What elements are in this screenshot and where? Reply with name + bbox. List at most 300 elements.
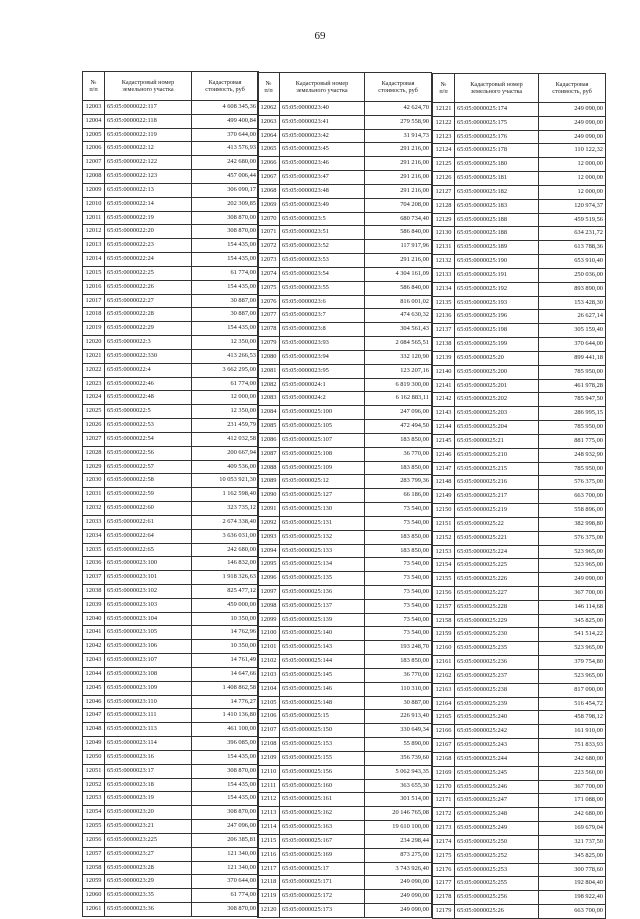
- table-row: [258, 212, 432, 226]
- row-number: 12100: [258, 627, 280, 641]
- cadastral-number: 65:05:0000025:235: [455, 642, 539, 656]
- table-row: [83, 336, 259, 350]
- cadastral-value: 499 400,84: [192, 114, 259, 128]
- table-row: [258, 738, 432, 752]
- cadastral-value: 881 775,00: [539, 434, 606, 448]
- cadastral-value: 5 062 943,35: [365, 765, 432, 779]
- row-number: 12007: [83, 156, 105, 170]
- cadastral-value: 304 561,43: [365, 323, 432, 337]
- cadastral-value: 26 627,14: [539, 310, 606, 324]
- cadastral-value: 242 680,00: [192, 543, 259, 557]
- table-row: [433, 282, 606, 296]
- cadastral-number: 65:05:0000023:102: [105, 584, 192, 598]
- cadastral-value: 14 776,27: [192, 695, 259, 709]
- table-row: [433, 642, 606, 656]
- row-number: 12058: [83, 861, 105, 875]
- cadastral-number: 65:05:0000025:246: [455, 780, 539, 794]
- row-number: 12132: [433, 255, 455, 269]
- cadastral-number: 65:05:0000025:247: [455, 794, 539, 808]
- table-row: [83, 847, 259, 861]
- row-number: 12159: [433, 628, 455, 642]
- table-row: [433, 586, 606, 600]
- table-row: [83, 557, 259, 571]
- table-row: [83, 349, 259, 363]
- row-number: 12101: [258, 641, 280, 655]
- cadastral-number: 65:05:0000025:226: [455, 573, 539, 587]
- row-number: 12127: [433, 185, 455, 199]
- cadastral-number: 65:05:0000023:53: [280, 254, 365, 268]
- cadastral-number: 65:05:0000025:143: [280, 641, 365, 655]
- table-row: [258, 157, 432, 171]
- row-number: 12174: [433, 835, 455, 849]
- table-row: [83, 239, 259, 253]
- table-row: [258, 558, 432, 572]
- cadastral-number: 65:05:0000022:60: [105, 502, 192, 516]
- cadastral-number: 65:05:0000023:111: [105, 709, 192, 723]
- table-row: [258, 475, 432, 489]
- table-row: [433, 504, 606, 518]
- table-row: [258, 295, 432, 309]
- row-number: 12055: [83, 820, 105, 834]
- cadastral-number: 65:05:0000025:146: [280, 682, 365, 696]
- table-row: [83, 114, 259, 128]
- cadastral-value: 873 275,00: [365, 848, 432, 862]
- table-row: [433, 808, 606, 822]
- cadastral-number: 65:05:0000025:150: [280, 724, 365, 738]
- cadastral-value: 523 965,00: [539, 669, 606, 683]
- cadastral-value: 1 162 598,40: [192, 488, 259, 502]
- row-number: 12088: [258, 461, 280, 475]
- cadastral-value: 249 090,00: [365, 890, 432, 904]
- cadastral-number: 65:05:0000025:173: [280, 904, 365, 918]
- cadastral-number: 65:05:0000025:189: [455, 241, 539, 255]
- cadastral-value: 248 932,90: [539, 448, 606, 462]
- row-number: 12069: [258, 198, 280, 212]
- cadastral-number: 65:05:0000025:243: [455, 739, 539, 753]
- cadastral-value: 345 825,00: [539, 614, 606, 628]
- cadastral-value: 183 850,00: [365, 655, 432, 669]
- row-number: 12168: [433, 752, 455, 766]
- cadastral-number: 65:05:0000022:23: [105, 239, 192, 253]
- cadastral-number: 65:05:0000023:29: [105, 875, 192, 889]
- cadastral-number: 65:05:0000022:57: [105, 460, 192, 474]
- cadastral-number: 65:05:0000025:175: [455, 116, 539, 130]
- row-number: 12078: [258, 323, 280, 337]
- table-row: [258, 115, 432, 129]
- row-number: 12061: [83, 903, 105, 917]
- table-row: [258, 655, 432, 669]
- cadastral-number: 65:05:0000025:237: [455, 669, 539, 683]
- table-row: [433, 683, 606, 697]
- row-number: 12094: [258, 544, 280, 558]
- cadastral-value: 12 000,00: [192, 391, 259, 405]
- row-number: 12171: [433, 794, 455, 808]
- row-number: 12150: [433, 504, 455, 518]
- cadastral-value: 332 120,90: [365, 350, 432, 364]
- row-number: 12076: [258, 295, 280, 309]
- row-number: 12107: [258, 724, 280, 738]
- cadastral-number: 65:05:0000022:61: [105, 515, 192, 529]
- cadastral-value: 457 006,44: [192, 170, 259, 184]
- table-row: [433, 656, 606, 670]
- table-row: [433, 296, 606, 310]
- cadastral-value: 576 375,00: [539, 476, 606, 490]
- cadastral-number: 65:05:0000022:26: [105, 280, 192, 294]
- table-row: [83, 101, 259, 115]
- table-row: [83, 861, 259, 875]
- row-number: 12037: [83, 571, 105, 585]
- row-number: 12060: [83, 889, 105, 903]
- table-row: [433, 794, 606, 808]
- row-number: 12137: [433, 324, 455, 338]
- cadastral-number: 65:05:0000025:181: [455, 172, 539, 186]
- cadastral-value: 613 788,36: [539, 241, 606, 255]
- row-number: 12113: [258, 807, 280, 821]
- header-num: № п/п: [433, 74, 455, 103]
- cadastral-number: 65:05:0000023:93: [280, 337, 365, 351]
- cadastral-number: 65:05:0000022:48: [105, 391, 192, 405]
- row-number: 12116: [258, 848, 280, 862]
- table-row: [258, 503, 432, 517]
- cadastral-value: 523 965,00: [539, 545, 606, 559]
- table-row: [258, 807, 432, 821]
- table-row: [433, 559, 606, 573]
- table-row: [433, 448, 606, 462]
- cadastral-value: 247 096,00: [365, 406, 432, 420]
- table-row: [433, 849, 606, 863]
- table-row: [433, 531, 606, 545]
- row-number: 12148: [433, 476, 455, 490]
- row-number: 12151: [433, 517, 455, 531]
- table-row: [258, 585, 432, 599]
- table-row: [83, 142, 259, 156]
- cadastral-value: 202 309,85: [192, 197, 259, 211]
- cadastral-value: 193 248,70: [365, 641, 432, 655]
- cadastral-value: 154 435,00: [192, 778, 259, 792]
- table-row: [258, 848, 432, 862]
- cadastral-number: 65:05:0000025:22: [455, 517, 539, 531]
- cadastral-number: 65:05:0000025:248: [455, 808, 539, 822]
- table-row: [433, 614, 606, 628]
- row-number: 12149: [433, 490, 455, 504]
- table-row: [83, 170, 259, 184]
- cadastral-value: 121 340,00: [192, 861, 259, 875]
- cadastral-value: 396 085,00: [192, 737, 259, 751]
- table-row: [83, 889, 259, 903]
- cadastral-number: 65:05:0000022:20: [105, 225, 192, 239]
- table-row: [83, 197, 259, 211]
- table-row: [433, 241, 606, 255]
- table-row: [83, 363, 259, 377]
- row-number: 12034: [83, 529, 105, 543]
- cadastral-value: 154 435,00: [192, 280, 259, 294]
- row-number: 12036: [83, 557, 105, 571]
- cadastral-number: 65:05:0000023:110: [105, 695, 192, 709]
- table-row: [83, 695, 259, 709]
- row-number: 12024: [83, 391, 105, 405]
- row-number: 12129: [433, 213, 455, 227]
- row-number: 12084: [258, 406, 280, 420]
- table-row: [258, 461, 432, 475]
- cadastral-value: 154 435,00: [192, 253, 259, 267]
- table-row: [433, 268, 606, 282]
- table-row: [433, 172, 606, 186]
- row-number: 12133: [433, 268, 455, 282]
- cadastral-number: 65:05:0000023:225: [105, 833, 192, 847]
- cadastral-value: 73 540,00: [365, 627, 432, 641]
- table-row: [433, 669, 606, 683]
- cadastral-number: 65:05:0000025:201: [455, 379, 539, 393]
- cadastral-number: 65:05:0000025:161: [280, 793, 365, 807]
- cadastral-value: 663 700,00: [539, 490, 606, 504]
- cadastral-value: 153 428,30: [539, 296, 606, 310]
- table-row: [433, 822, 606, 836]
- table-row: [83, 667, 259, 681]
- cadastral-number: 65:05:0000023:28: [105, 861, 192, 875]
- row-number: 12082: [258, 378, 280, 392]
- cadastral-number: 65:05:0000023:18: [105, 778, 192, 792]
- cadastral-value: 413 576,93: [192, 142, 259, 156]
- row-number: 12142: [433, 393, 455, 407]
- cadastral-value: 42 624,70: [365, 102, 432, 116]
- cadastral-value: 459 519,56: [539, 213, 606, 227]
- row-number: 12120: [258, 904, 280, 918]
- table-row: [83, 128, 259, 142]
- cadastral-value: 36 770,00: [365, 668, 432, 682]
- cadastral-number: 65:05:0000025:215: [455, 462, 539, 476]
- cadastral-number: 65:05:0000025:244: [455, 752, 539, 766]
- row-number: 12087: [258, 447, 280, 461]
- cadastral-value: 121 340,00: [192, 847, 259, 861]
- cadastral-number: 65:05:0000022:12: [105, 142, 192, 156]
- cadastral-number: 65:05:0000025:134: [280, 558, 365, 572]
- cadastral-value: 12 350,00: [192, 405, 259, 419]
- table-row: [433, 185, 606, 199]
- cadastral-number: 65:05:0000025:188: [455, 213, 539, 227]
- row-number: 12160: [433, 642, 455, 656]
- cadastral-number: 65:05:0000022:25: [105, 266, 192, 280]
- cadastral-value: 541 514,22: [539, 628, 606, 642]
- cadastral-value: 12 350,00: [192, 336, 259, 350]
- row-number: 12059: [83, 875, 105, 889]
- cadastral-number: 65:05:0000023:27: [105, 847, 192, 861]
- cadastral-value: 234 298,44: [365, 834, 432, 848]
- table-row: [433, 227, 606, 241]
- cadastral-value: 474 630,32: [365, 309, 432, 323]
- table-row: [83, 225, 259, 239]
- row-number: 12096: [258, 572, 280, 586]
- cadastral-value: 413 266,53: [192, 349, 259, 363]
- cadastral-value: 704 208,00: [365, 198, 432, 212]
- cadastral-number: 65:05:0000025:191: [455, 268, 539, 282]
- cadastral-value: 183 850,00: [365, 544, 432, 558]
- cadastral-value: 242 680,00: [192, 156, 259, 170]
- row-number: 12035: [83, 543, 105, 557]
- table-row: [258, 696, 432, 710]
- cadastral-number: 65:05:0000022:119: [105, 128, 192, 142]
- cadastral-value: 6 819 300,00: [365, 378, 432, 392]
- cadastral-value: 73 540,00: [365, 572, 432, 586]
- cadastral-number: 65:05:0000022:122: [105, 156, 192, 170]
- cadastral-number: 65:05:0000025:20: [455, 351, 539, 365]
- row-number: 12038: [83, 584, 105, 598]
- table-row: [433, 752, 606, 766]
- cadastral-number: 65:05:0000023:45: [280, 143, 365, 157]
- table-row: [83, 543, 259, 557]
- cadastral-number: 65:05:0000025:240: [455, 711, 539, 725]
- row-number: 12123: [433, 130, 455, 144]
- table-row: [433, 144, 606, 158]
- cadastral-value: 249 090,00: [365, 904, 432, 918]
- table-row: [258, 337, 432, 351]
- cadastral-value: 4 304 161,09: [365, 267, 432, 281]
- table-row: [258, 392, 432, 406]
- cadastral-table-1: [82, 71, 259, 917]
- cadastral-number: 65:05:0000025:127: [280, 489, 365, 503]
- table-row: [433, 780, 606, 794]
- row-number: 12018: [83, 308, 105, 322]
- table-row: [433, 545, 606, 559]
- table-row: [258, 779, 432, 793]
- cadastral-number: 65:05:0000025:229: [455, 614, 539, 628]
- cadastral-value: 785 950,00: [539, 365, 606, 379]
- row-number: 12153: [433, 545, 455, 559]
- header-value: Кадастровая стоимость, руб: [539, 74, 606, 103]
- table-row: [83, 681, 259, 695]
- table-row: [258, 184, 432, 198]
- row-number: 12031: [83, 488, 105, 502]
- row-number: 12161: [433, 656, 455, 670]
- cadastral-number: 65:05:0000025:109: [280, 461, 365, 475]
- cadastral-number: 65:05:0000025:169: [280, 848, 365, 862]
- row-number: 12178: [433, 891, 455, 905]
- cadastral-number: 65:05:0000025:153: [280, 738, 365, 752]
- row-number: 12052: [83, 778, 105, 792]
- cadastral-value: 345 825,00: [539, 849, 606, 863]
- row-number: 12064: [258, 129, 280, 143]
- cadastral-value: 300 778,60: [539, 863, 606, 877]
- header-num: № п/п: [83, 72, 105, 101]
- cadastral-number: 65:05:0000025:144: [280, 655, 365, 669]
- cadastral-number: 65:05:0000022:58: [105, 474, 192, 488]
- row-number: 12117: [258, 862, 280, 876]
- table-row: [83, 419, 259, 433]
- cadastral-number: 65:05:0000022:28: [105, 308, 192, 322]
- cadastral-number: 65:05:0000025:100: [280, 406, 365, 420]
- cadastral-value: 379 754,80: [539, 656, 606, 670]
- cadastral-number: 65:05:0000023:54: [280, 267, 365, 281]
- table-row: [258, 226, 432, 240]
- cadastral-number: 65:05:0000025:180: [455, 158, 539, 172]
- table-row: [83, 308, 259, 322]
- cadastral-number: 65:05:0000024:1: [280, 378, 365, 392]
- row-number: 12169: [433, 766, 455, 780]
- table-row: [83, 183, 259, 197]
- cadastral-number: 65:05:0000025:239: [455, 697, 539, 711]
- cadastral-value: 751 833,93: [539, 739, 606, 753]
- cadastral-number: 65:05:0000023:105: [105, 626, 192, 640]
- row-number: 12033: [83, 515, 105, 529]
- row-number: 12046: [83, 695, 105, 709]
- table-row: [83, 806, 259, 820]
- row-number: 12004: [83, 114, 105, 128]
- cadastral-number: 65:05:0000025:162: [280, 807, 365, 821]
- table-row: [258, 751, 432, 765]
- row-number: 12019: [83, 322, 105, 336]
- table-row: [83, 446, 259, 460]
- table-row: [258, 240, 432, 254]
- cadastral-value: 663 700,00: [539, 905, 606, 919]
- cadastral-value: 330 649,34: [365, 724, 432, 738]
- cadastral-number: 65:05:0000025:171: [280, 876, 365, 890]
- row-number: 12005: [83, 128, 105, 142]
- cadastral-number: 65:05:0000023:7: [280, 309, 365, 323]
- row-number: 12041: [83, 626, 105, 640]
- cadastral-value: 231 459,79: [192, 419, 259, 433]
- cadastral-value: 66 186,00: [365, 489, 432, 503]
- row-number: 12098: [258, 599, 280, 613]
- cadastral-number: 65:05:0000025:130: [280, 503, 365, 517]
- cadastral-number: 65:05:0000024:2: [280, 392, 365, 406]
- table-row: [433, 711, 606, 725]
- table-row: [433, 697, 606, 711]
- cadastral-number: 65:05:0000025:217: [455, 490, 539, 504]
- cadastral-value: 154 435,00: [192, 792, 259, 806]
- cadastral-value: 461 100,00: [192, 723, 259, 737]
- row-number: 12025: [83, 405, 105, 419]
- table-row: [83, 723, 259, 737]
- row-number: 12138: [433, 338, 455, 352]
- cadastral-number: 65:05:0000025:12: [280, 475, 365, 489]
- cadastral-value: 226 913,40: [365, 710, 432, 724]
- cadastral-value: 249 090,00: [539, 116, 606, 130]
- cadastral-number: 65:05:0000025:238: [455, 683, 539, 697]
- table-row: [433, 766, 606, 780]
- row-number: 12077: [258, 309, 280, 323]
- cadastral-number: 65:05:0000023:42: [280, 129, 365, 143]
- row-number: 12155: [433, 573, 455, 587]
- table-row: [258, 641, 432, 655]
- row-number: 12045: [83, 681, 105, 695]
- table-row: [433, 324, 606, 338]
- cadastral-value: 154 435,00: [192, 239, 259, 253]
- cadastral-value: 576 375,00: [539, 531, 606, 545]
- cadastral-number: 65:05:0000023:17: [105, 764, 192, 778]
- cadastral-value: 250 036,00: [539, 268, 606, 282]
- cadastral-value: 30 887,00: [192, 308, 259, 322]
- cadastral-value: 680 734,40: [365, 212, 432, 226]
- cadastral-number: 65:05:0000025:188: [455, 227, 539, 241]
- cadastral-value: 363 655,30: [365, 779, 432, 793]
- cadastral-value: 461 978,28: [539, 379, 606, 393]
- cadastral-number: 65:05:0000025:155: [280, 751, 365, 765]
- row-number: 12039: [83, 598, 105, 612]
- cadastral-number: 65:05:0000025:160: [280, 779, 365, 793]
- cadastral-number: 65:05:0000023:51: [280, 226, 365, 240]
- cadastral-value: 308 870,00: [192, 903, 259, 917]
- cadastral-value: 472 494,50: [365, 420, 432, 434]
- table-row: [83, 598, 259, 612]
- cadastral-number: 65:05:0000023:21: [105, 820, 192, 834]
- cadastral-value: 154 435,00: [192, 750, 259, 764]
- cadastral-number: 65:05:0000025:196: [455, 310, 539, 324]
- cadastral-number: 65:05:0000022:59: [105, 488, 192, 502]
- cadastral-number: 65:05:0000023:41: [280, 115, 365, 129]
- cadastral-value: 20 146 765,08: [365, 807, 432, 821]
- cadastral-number: 65:05:0000023:47: [280, 171, 365, 185]
- cadastral-value: 12 000,00: [539, 172, 606, 186]
- cadastral-value: 816 001,02: [365, 295, 432, 309]
